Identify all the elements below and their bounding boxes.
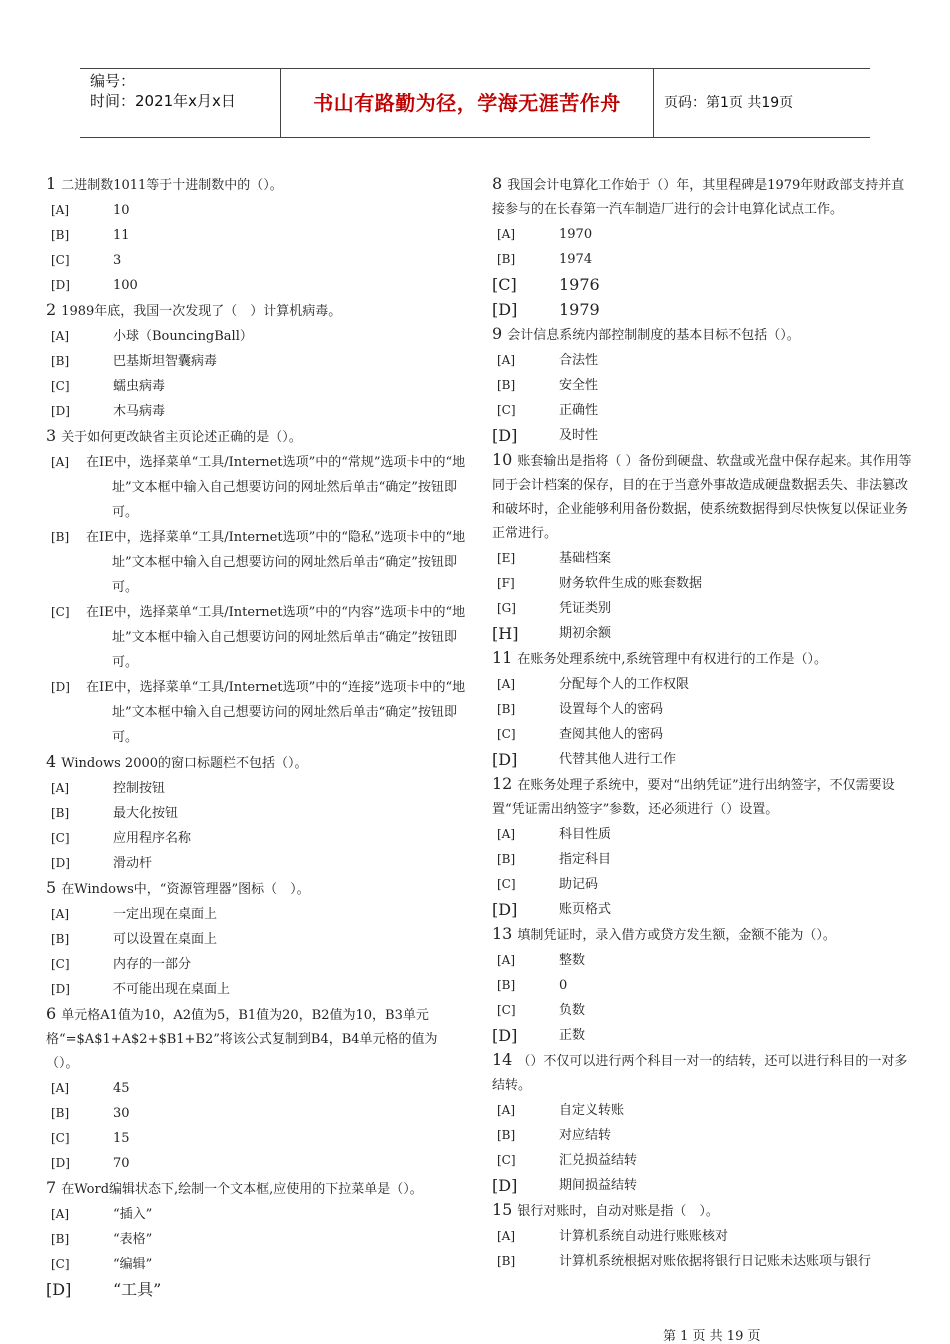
option-text: 汇兑损益结转 xyxy=(559,1153,638,1168)
option-key: [D] xyxy=(51,982,70,996)
question-stem xyxy=(46,424,466,450)
option-key: [A] xyxy=(497,353,516,367)
option-text: 蠕虫病毒 xyxy=(113,379,166,394)
answer-option xyxy=(46,349,466,374)
option-key: [B] xyxy=(51,1106,70,1120)
option-text: 小球（BouncingBall） xyxy=(113,329,253,344)
option-key: [D] xyxy=(492,1026,518,1045)
option-text: “工具” xyxy=(113,1280,162,1299)
question-text: 二进制数1011等于十进制数中的（）。 xyxy=(61,178,283,193)
question-item xyxy=(46,172,466,298)
option-key: [C] xyxy=(497,1003,516,1017)
answer-option xyxy=(492,1123,912,1148)
answer-option xyxy=(46,1277,466,1302)
option-key: [B] xyxy=(51,1232,70,1246)
question-text: Windows 2000的窗口标题栏不包括（）。 xyxy=(61,756,308,771)
answer-option xyxy=(492,722,912,747)
option-key: [D] xyxy=(51,278,70,292)
option-key: [B] xyxy=(51,530,70,544)
motto-text: 书山有路勤为径，学海无涯苦作舟 xyxy=(313,91,621,115)
option-text: 对应结转 xyxy=(559,1128,612,1143)
header-page-cell xyxy=(654,69,870,137)
question-stem xyxy=(46,172,466,198)
question-item xyxy=(492,922,912,1048)
answer-option xyxy=(492,423,912,448)
option-key: [A] xyxy=(51,203,70,217)
option-text: 财务软件生成的账套数据 xyxy=(559,576,703,591)
option-text: 100 xyxy=(113,278,138,293)
option-text: 安全性 xyxy=(559,378,599,393)
option-key: [E] xyxy=(497,551,516,565)
right-column xyxy=(492,172,912,1274)
answer-option xyxy=(46,324,466,349)
option-key: [B] xyxy=(497,852,516,866)
option-text: 不可能出现在桌面上 xyxy=(113,982,231,997)
option-text: 控制按钮 xyxy=(113,781,166,796)
answer-option xyxy=(46,198,466,223)
option-text: 指定科目 xyxy=(559,852,612,867)
option-text: 10 xyxy=(113,203,130,218)
question-number: 1 xyxy=(46,174,57,193)
option-key: [A] xyxy=(497,827,516,841)
answer-option xyxy=(492,596,912,621)
option-key: [A] xyxy=(497,953,516,967)
option-key: [D] xyxy=(51,404,70,418)
option-key: [C] xyxy=(51,831,70,845)
question-text: 我国会计电算化工作始于（）年，其里程碑是1979年财政部支持并直接参与的在长春第一汽车制造厂进行的会计电算化试点工作。 xyxy=(492,178,905,217)
option-key: [C] xyxy=(51,379,70,393)
question-text: 1989年底，我国一次发现了（ ）计算机病毒。 xyxy=(61,304,342,319)
option-text: 15 xyxy=(113,1131,130,1146)
answer-option xyxy=(46,248,466,273)
option-text: 正确性 xyxy=(559,403,599,418)
option-key: [C] xyxy=(497,403,516,417)
answer-option xyxy=(492,822,912,847)
option-key: [A] xyxy=(51,907,70,921)
answer-option xyxy=(46,1076,466,1101)
option-text: 整数 xyxy=(559,953,586,968)
option-key: [B] xyxy=(497,252,516,266)
question-item xyxy=(492,1198,912,1274)
question-number: 4 xyxy=(46,752,57,771)
option-key: [C] xyxy=(51,605,70,619)
option-key: [D] xyxy=(492,750,518,769)
option-key: [B] xyxy=(51,228,70,242)
answer-option xyxy=(46,675,466,750)
question-stem xyxy=(492,772,912,822)
answer-option xyxy=(492,897,912,922)
answer-option xyxy=(492,1224,912,1249)
page-info: 页码：第1页 共19页 xyxy=(664,95,794,111)
option-key: [D] xyxy=(51,856,70,870)
option-key: [H] xyxy=(492,624,519,643)
answer-option xyxy=(492,297,912,322)
answer-option xyxy=(492,398,912,423)
question-item xyxy=(46,298,466,424)
question-stem xyxy=(46,750,466,776)
answer-option xyxy=(46,600,466,675)
question-text: 在Word编辑状态下,绘制一个文本框,应使用的下拉菜单是（）。 xyxy=(61,1182,423,1197)
answer-option xyxy=(46,1252,466,1277)
answer-option xyxy=(46,450,466,525)
option-key: [A] xyxy=(497,1229,516,1243)
option-key: [D] xyxy=(51,680,70,694)
question-number: 15 xyxy=(492,1200,513,1219)
option-key: [D] xyxy=(46,1280,72,1299)
option-text: 11 xyxy=(113,228,130,243)
option-text: 期初余额 xyxy=(559,626,612,641)
option-key: [B] xyxy=(497,702,516,716)
answer-option xyxy=(492,222,912,247)
option-text: 计算机系统根据对账依据将银行日记账未达账项与银行 xyxy=(559,1254,872,1269)
option-key: [C] xyxy=(51,957,70,971)
question-number: 3 xyxy=(46,426,57,445)
answer-option xyxy=(492,672,912,697)
answer-option xyxy=(492,571,912,596)
question-number: 2 xyxy=(46,300,57,319)
answer-option xyxy=(492,747,912,772)
option-text: 在IE中，选择菜单“工具/Internet选项”中的“常规”选项卡中的“地址”文本框中输入自己想要访问的网址然后单击“确定”按钮即可。 xyxy=(86,455,466,520)
answer-option xyxy=(492,1023,912,1048)
option-key: [B] xyxy=(51,932,70,946)
question-text: 银行对账时，自动对账是指（ ）。 xyxy=(517,1204,719,1219)
question-text: 在账务处理系统中,系统管理中有权进行的工作是（）。 xyxy=(517,652,827,667)
option-text: 在IE中，选择菜单“工具/Internet选项”中的“隐私”选项卡中的“地址”文本框中输入自己想要访问的网址然后单击“确定”按钮即可。 xyxy=(86,530,466,595)
question-item xyxy=(46,1176,466,1302)
option-text: 代替其他人进行工作 xyxy=(559,752,677,767)
option-text: 一定出现在桌面上 xyxy=(113,907,218,922)
question-stem xyxy=(492,322,912,348)
question-text: 在账务处理子系统中，要对“出纳凭证”进行出纳签字，不仅需要设置“凭证需出纳签字”参数，还必须进行（）设置。 xyxy=(492,778,895,817)
option-key: [B] xyxy=(51,806,70,820)
question-number: 11 xyxy=(492,648,513,667)
answer-option xyxy=(46,902,466,927)
option-key: [A] xyxy=(51,455,70,469)
option-text: 助记码 xyxy=(559,877,599,892)
option-text: 巴基斯坦智囊病毒 xyxy=(113,354,218,369)
question-number: 12 xyxy=(492,774,513,793)
question-item xyxy=(492,172,912,322)
option-key: [D] xyxy=(492,300,518,319)
question-stem xyxy=(492,646,912,672)
option-text: 木马病毒 xyxy=(113,404,166,419)
question-item xyxy=(46,750,466,876)
question-number: 13 xyxy=(492,924,513,943)
option-text: 30 xyxy=(113,1106,130,1121)
page-footer: 第 1 页 共 19 页 xyxy=(663,1329,761,1344)
answer-option xyxy=(492,373,912,398)
question-stem xyxy=(492,448,912,546)
answer-option xyxy=(492,1148,912,1173)
option-key: [B] xyxy=(497,1128,516,1142)
header-meta xyxy=(80,69,281,137)
option-text: 内存的一部分 xyxy=(113,957,192,972)
question-text: 单元格A1值为10，A2值为5，B1值为20，B2值为10，B3单元格“=$A$1+A$2+$B1+B2”将该公式复制到B4，B4单元格的值为（）。 xyxy=(46,1008,438,1071)
option-text: 及时性 xyxy=(559,428,599,443)
option-text: 最大化按钮 xyxy=(113,806,179,821)
option-text: 1974 xyxy=(559,252,593,267)
answer-option xyxy=(46,223,466,248)
answer-option xyxy=(46,977,466,1002)
question-number: 6 xyxy=(46,1004,57,1023)
question-stem xyxy=(492,1198,912,1224)
option-text: 1979 xyxy=(559,300,600,319)
answer-option xyxy=(46,1126,466,1151)
option-text: 0 xyxy=(559,978,568,993)
option-key: [C] xyxy=(51,1131,70,1145)
option-key: [C] xyxy=(497,1153,516,1167)
answer-option xyxy=(492,247,912,272)
option-text: 应用程序名称 xyxy=(113,831,192,846)
option-key: [C] xyxy=(497,727,516,741)
question-item xyxy=(492,772,912,922)
question-item xyxy=(46,876,466,1002)
answer-option xyxy=(46,927,466,952)
question-item xyxy=(46,424,466,750)
option-text: 3 xyxy=(113,253,122,268)
option-key: [C] xyxy=(51,1257,70,1271)
answer-option xyxy=(46,273,466,298)
question-text: 在Windows中，“资源管理器”图标（ ）。 xyxy=(61,882,310,897)
option-text: 1970 xyxy=(559,227,593,242)
option-text: 账页格式 xyxy=(559,902,612,917)
question-stem xyxy=(46,1002,466,1076)
option-key: [A] xyxy=(497,677,516,691)
option-key: [A] xyxy=(51,329,70,343)
answer-option xyxy=(492,998,912,1023)
time-label: 时间：2021年x月x日 xyxy=(90,92,236,110)
option-key: [G] xyxy=(497,601,516,615)
question-text: 填制凭证时，录入借方或贷方发生额，金额不能为（）。 xyxy=(517,928,836,943)
question-stem xyxy=(492,172,912,222)
option-text: 期间损益结转 xyxy=(559,1178,638,1193)
question-stem xyxy=(46,298,466,324)
option-key: [D] xyxy=(492,1176,518,1195)
question-stem xyxy=(46,1176,466,1202)
answer-option xyxy=(492,546,912,571)
option-key: [C] xyxy=(51,253,70,267)
option-key: [B] xyxy=(51,354,70,368)
option-text: 自定义转账 xyxy=(559,1103,625,1118)
option-text: 合法性 xyxy=(559,353,599,368)
answer-option xyxy=(492,973,912,998)
question-stem xyxy=(492,922,912,948)
answer-option xyxy=(46,399,466,424)
page-header xyxy=(80,68,870,138)
question-text: （）不仅可以进行两个科目一对一的结转，还可以进行科目的一对多结转。 xyxy=(492,1054,908,1093)
option-text: 可以设置在桌面上 xyxy=(113,932,218,947)
answer-option xyxy=(46,826,466,851)
answer-option xyxy=(46,952,466,977)
answer-option xyxy=(492,272,912,297)
option-text: 计算机系统自动进行账账核对 xyxy=(559,1229,729,1244)
answer-option xyxy=(46,776,466,801)
answer-option xyxy=(492,1249,912,1274)
option-text: “编辑” xyxy=(113,1257,153,1272)
question-item xyxy=(46,1002,466,1176)
question-text: 关于如何更改缺省主页论述正确的是（）。 xyxy=(61,430,302,445)
option-text: 凭证类别 xyxy=(559,601,612,616)
question-text: 账套输出是指将（ ）备份到硬盘、软盘或光盘中保存起来。其作用等同于会计档案的保存，目的在于当意外事故造成硬盘数据丢失、非法篡改和破坏时，企业能够利用备份数据，使系统数据得到尽快恢复以保证业务正常进行。 xyxy=(492,454,912,541)
option-key: [B] xyxy=(497,1254,516,1268)
option-key: [B] xyxy=(497,378,516,392)
option-key: [D] xyxy=(51,1156,70,1170)
question-number: 14 xyxy=(492,1050,513,1069)
answer-option xyxy=(492,948,912,973)
question-number: 7 xyxy=(46,1178,57,1197)
question-number: 8 xyxy=(492,174,503,193)
answer-option xyxy=(46,1227,466,1252)
question-text: 会计信息系统内部控制制度的基本目标不包括（）。 xyxy=(507,328,800,343)
option-text: 负数 xyxy=(559,1003,586,1018)
question-number: 5 xyxy=(46,878,57,897)
header-motto-cell xyxy=(281,69,654,137)
option-key: [D] xyxy=(492,900,518,919)
option-key: [A] xyxy=(51,781,70,795)
option-key: [D] xyxy=(492,426,518,445)
answer-option xyxy=(46,1202,466,1227)
question-stem xyxy=(492,1048,912,1098)
option-key: [A] xyxy=(497,1103,516,1117)
option-key: [A] xyxy=(51,1207,70,1221)
option-text: 在IE中，选择菜单“工具/Internet选项”中的“内容”选项卡中的“地址”文本框中输入自己想要访问的网址然后单击“确定”按钮即可。 xyxy=(86,605,466,670)
option-text: “插入” xyxy=(113,1207,153,1222)
answer-option xyxy=(46,851,466,876)
option-key: [F] xyxy=(497,576,515,590)
answer-option xyxy=(492,1098,912,1123)
option-text: 查阅其他人的密码 xyxy=(559,727,664,742)
option-text: 70 xyxy=(113,1156,130,1171)
question-number: 9 xyxy=(492,324,503,343)
option-text: “表格” xyxy=(113,1232,153,1247)
question-item xyxy=(492,322,912,448)
option-text: 基础档案 xyxy=(559,551,612,566)
answer-option xyxy=(492,872,912,897)
question-item xyxy=(492,1048,912,1198)
option-key: [A] xyxy=(497,227,516,241)
answer-option xyxy=(46,374,466,399)
code-label: 编号： xyxy=(90,72,136,90)
answer-option xyxy=(46,1101,466,1126)
answer-option xyxy=(492,697,912,722)
question-item xyxy=(492,448,912,646)
left-column xyxy=(46,172,466,1302)
answer-option xyxy=(492,348,912,373)
answer-option xyxy=(492,1173,912,1198)
answer-option xyxy=(46,801,466,826)
option-text: 设置每个人的密码 xyxy=(559,702,664,717)
answer-option xyxy=(46,1151,466,1176)
option-text: 正数 xyxy=(559,1028,586,1043)
option-key: [B] xyxy=(497,978,516,992)
answer-option xyxy=(46,525,466,600)
option-text: 滑动杆 xyxy=(113,856,153,871)
option-text: 在IE中，选择菜单“工具/Internet选项”中的“连接”选项卡中的“地址”文本框中输入自己想要访问的网址然后单击“确定”按钮即可。 xyxy=(86,680,466,745)
option-text: 科目性质 xyxy=(559,827,612,842)
answer-option xyxy=(492,621,912,646)
question-stem xyxy=(46,876,466,902)
option-key: [C] xyxy=(497,877,516,891)
option-text: 1976 xyxy=(559,275,600,294)
option-text: 45 xyxy=(113,1081,130,1096)
option-key: [A] xyxy=(51,1081,70,1095)
option-key: [C] xyxy=(492,275,517,294)
question-number: 10 xyxy=(492,450,513,469)
answer-option xyxy=(492,847,912,872)
option-text: 分配每个人的工作权限 xyxy=(559,677,690,692)
question-item xyxy=(492,646,912,772)
